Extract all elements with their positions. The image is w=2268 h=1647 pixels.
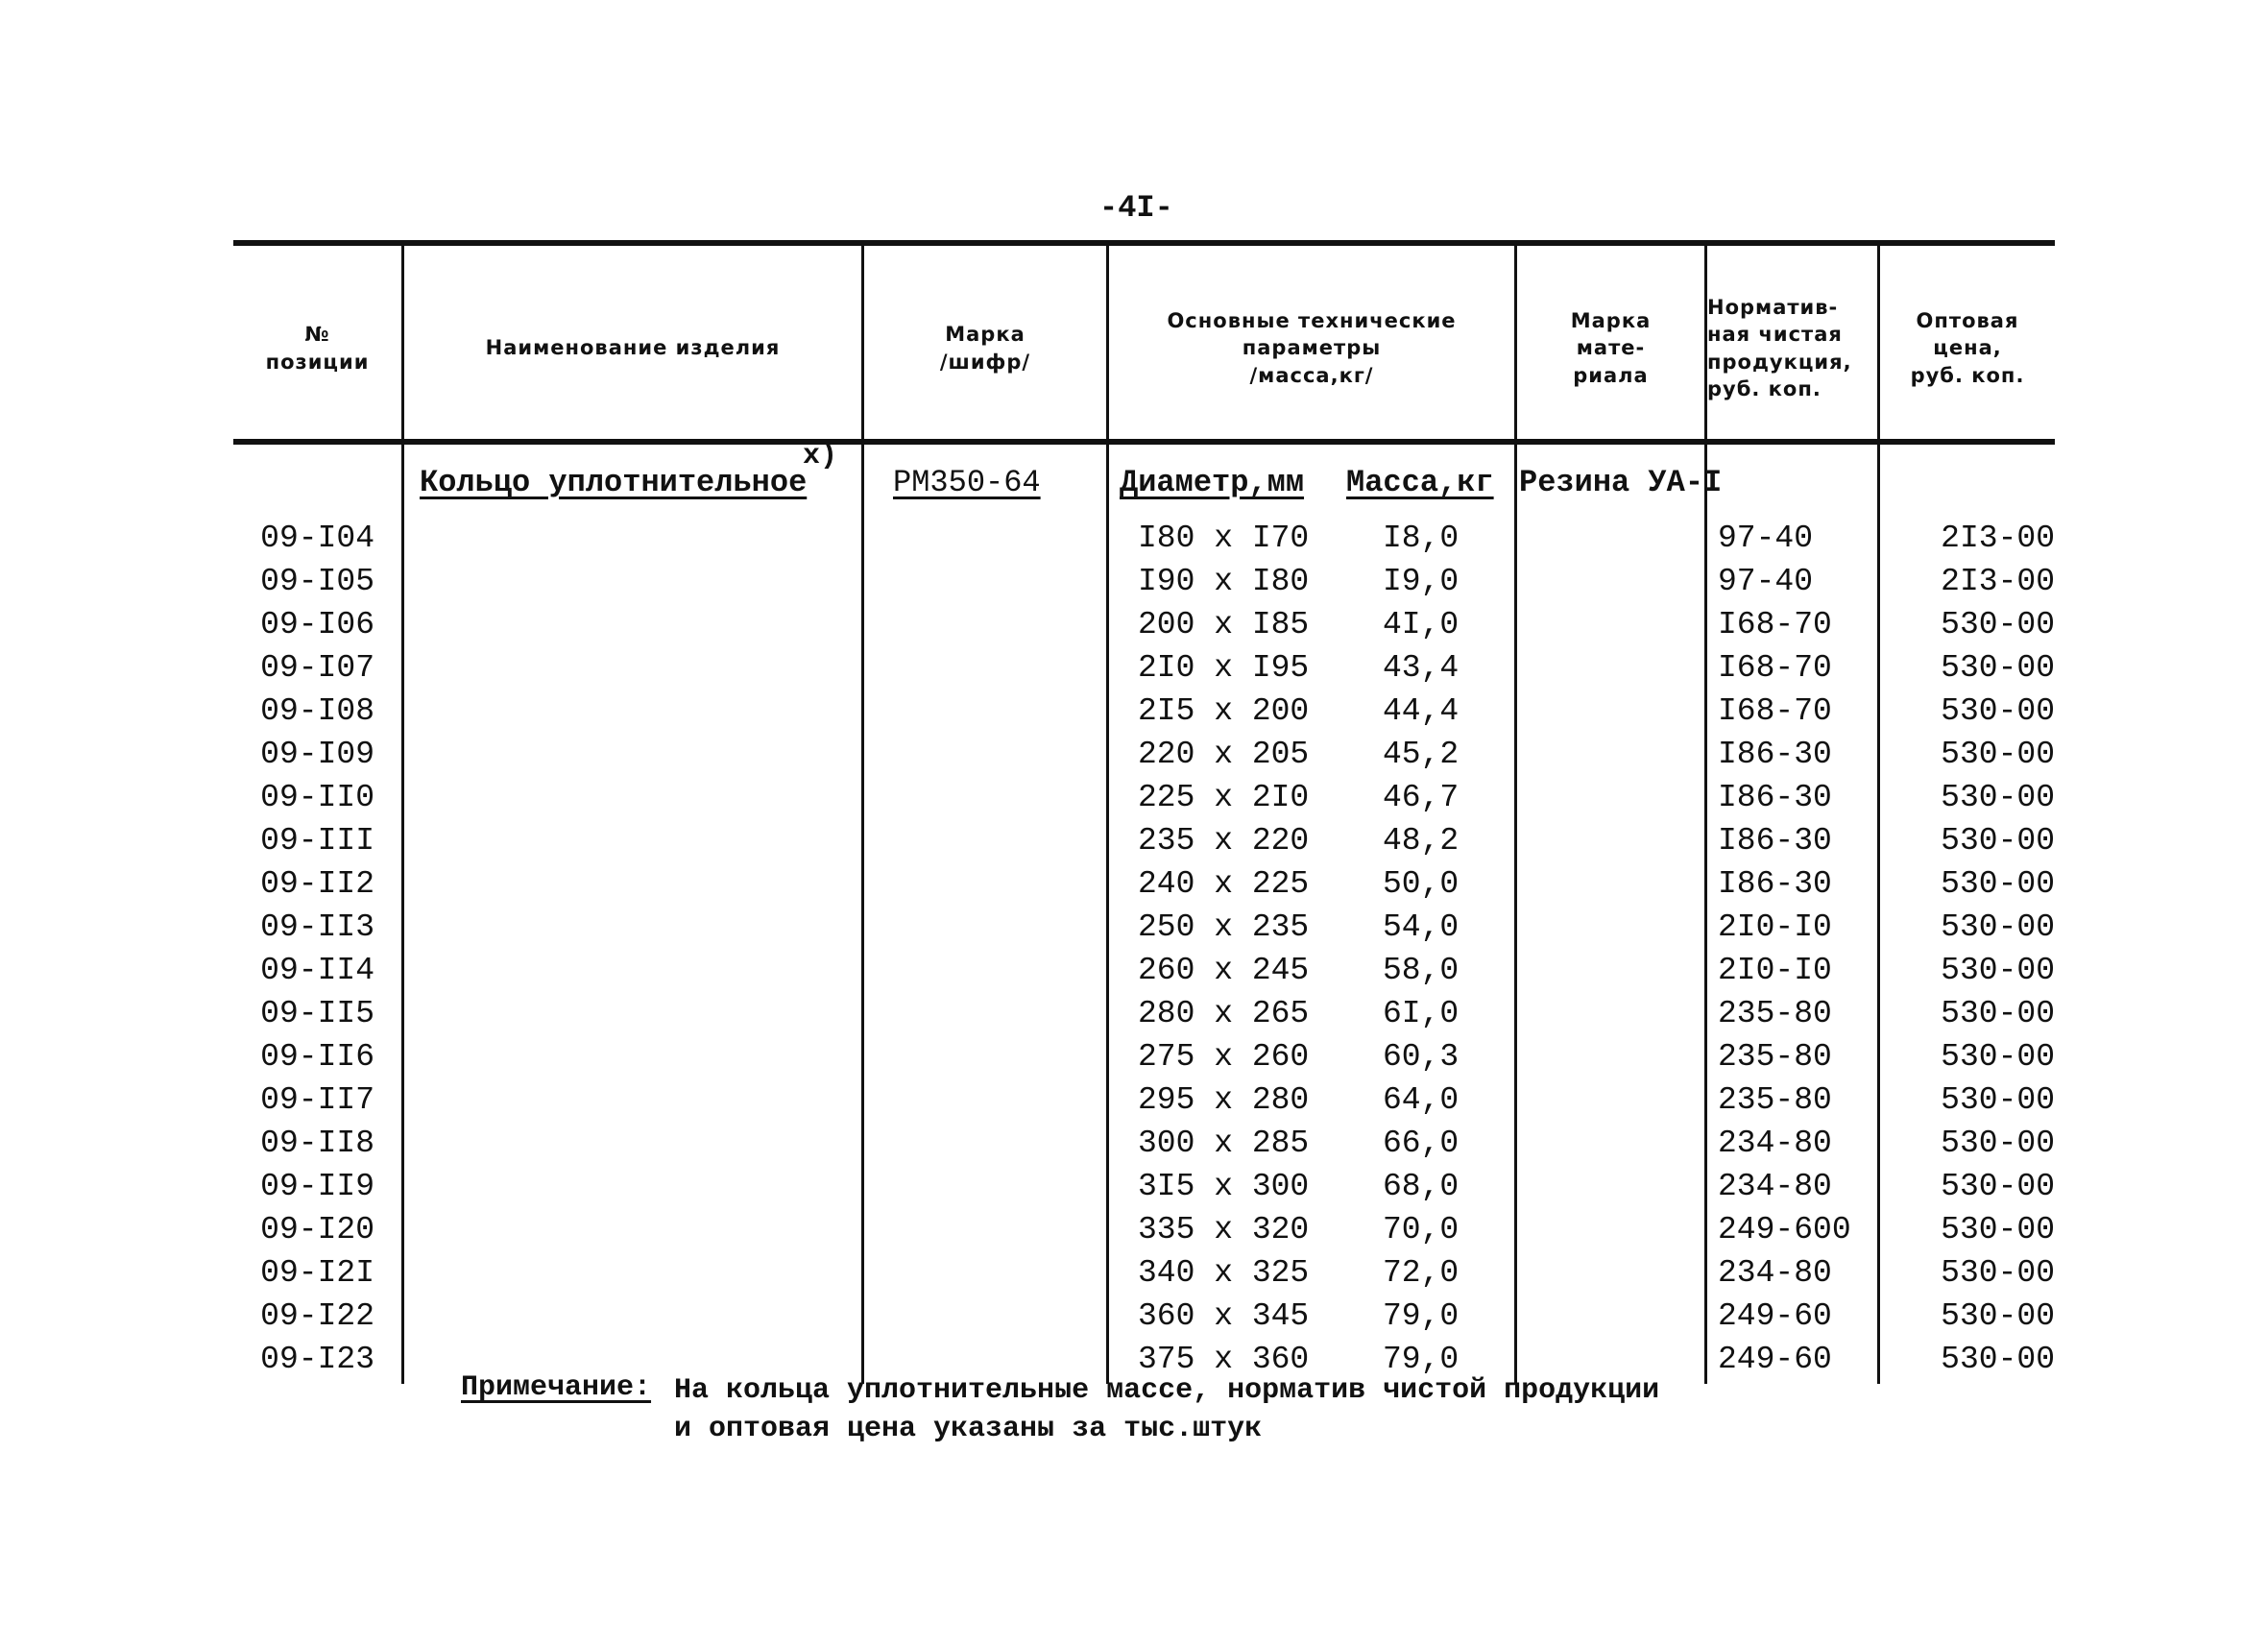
price-cell: 530-00 xyxy=(1941,823,2055,859)
norm-cell: 234-80 xyxy=(1718,1169,1832,1204)
table-body xyxy=(0,517,2268,1381)
header-norm: Норматив- ная чистая продукция, руб. коп. xyxy=(1707,295,1852,400)
table-row xyxy=(0,949,2268,992)
table-row xyxy=(0,603,2268,646)
norm-cell: I68-70 xyxy=(1718,650,1832,686)
position-cell: 09-I08 xyxy=(260,693,374,729)
diameter-cell: 250 x 235 xyxy=(1138,909,1310,945)
header-product-name: Наименование изделия xyxy=(485,336,781,360)
mass-cell: 79,0 xyxy=(1383,1298,1460,1334)
mass-cell: 68,0 xyxy=(1383,1169,1460,1204)
norm-cell: 235-80 xyxy=(1718,1039,1832,1075)
mass-cell: 43,4 xyxy=(1383,650,1460,686)
header-code: Марка /шифр/ xyxy=(939,323,1031,374)
diameter-cell: 220 x 205 xyxy=(1138,737,1310,772)
mass-cell: 44,4 xyxy=(1383,693,1460,729)
table-row xyxy=(0,906,2268,949)
page-number: -4I- xyxy=(1099,190,1173,226)
price-cell: 530-00 xyxy=(1941,1342,2055,1377)
diameter-cell: 2I5 x 200 xyxy=(1138,693,1310,729)
position-cell: 09-II3 xyxy=(260,909,374,945)
table-row xyxy=(0,1295,2268,1338)
mass-cell: 60,3 xyxy=(1383,1039,1460,1075)
diameter-cell: I90 x I80 xyxy=(1138,564,1310,599)
diameter-cell: 200 x I85 xyxy=(1138,607,1310,642)
header-position: № позиции xyxy=(265,323,370,374)
position-cell: 09-II4 xyxy=(260,953,374,988)
price-cell: 530-00 xyxy=(1941,1082,2055,1118)
table-row xyxy=(0,690,2268,733)
note-line-1: На кольца уплотнительные массе, норматив чистой продукции xyxy=(674,1374,1660,1407)
price-cell: 530-00 xyxy=(1941,607,2055,642)
norm-cell: 97-40 xyxy=(1718,521,1814,556)
norm-cell: 235-80 xyxy=(1718,996,1832,1031)
price-cell: 530-00 xyxy=(1941,1039,2055,1075)
price-cell: 530-00 xyxy=(1941,953,2055,988)
norm-cell: I86-30 xyxy=(1718,780,1832,815)
table-row xyxy=(0,1165,2268,1208)
product-name: Кольцо уплотнительное xyxy=(420,465,808,500)
diameter-cell: 2I0 x I95 xyxy=(1138,650,1310,686)
mass-cell: I8,0 xyxy=(1383,521,1460,556)
price-cell: 530-00 xyxy=(1941,737,2055,772)
position-cell: 09-III xyxy=(260,823,374,859)
mass-cell: 58,0 xyxy=(1383,953,1460,988)
table-top-rule xyxy=(233,240,2055,246)
table-row xyxy=(0,992,2268,1035)
mass-cell: 64,0 xyxy=(1383,1082,1460,1118)
mass-cell: 72,0 xyxy=(1383,1255,1460,1291)
norm-cell: 249-600 xyxy=(1718,1212,1851,1247)
product-code: РМ350-64 xyxy=(893,465,1041,500)
price-cell: 530-00 xyxy=(1941,1212,2055,1247)
table-row xyxy=(0,819,2268,862)
price-cell: 2I3-00 xyxy=(1941,564,2055,599)
param-header-diameter: Диаметр,мм xyxy=(1120,465,1305,500)
diameter-cell: I80 x I70 xyxy=(1138,521,1310,556)
param-header-mass: Масса,кг xyxy=(1346,465,1494,500)
mass-cell: 46,7 xyxy=(1383,780,1460,815)
position-cell: 09-I05 xyxy=(260,564,374,599)
position-cell: 09-I2I xyxy=(260,1255,374,1291)
header-material: Марка мате- риала xyxy=(1570,308,1652,387)
norm-cell: I86-30 xyxy=(1718,737,1832,772)
mass-cell: I9,0 xyxy=(1383,564,1460,599)
price-cell: 530-00 xyxy=(1941,780,2055,815)
mass-cell: 79,0 xyxy=(1383,1342,1460,1377)
norm-cell: 2I0-I0 xyxy=(1718,953,1832,988)
diameter-cell: 335 x 320 xyxy=(1138,1212,1310,1247)
table-row xyxy=(0,776,2268,819)
table-row xyxy=(0,1122,2268,1165)
diameter-cell: 3I5 x 300 xyxy=(1138,1169,1310,1204)
price-cell: 530-00 xyxy=(1941,693,2055,729)
position-cell: 09-I20 xyxy=(260,1212,374,1247)
norm-cell: 235-80 xyxy=(1718,1082,1832,1118)
price-cell: 530-00 xyxy=(1941,996,2055,1031)
norm-cell: I68-70 xyxy=(1718,607,1832,642)
mass-cell: 54,0 xyxy=(1383,909,1460,945)
table-row xyxy=(0,733,2268,776)
mass-cell: 4I,0 xyxy=(1383,607,1460,642)
norm-cell: 2I0-I0 xyxy=(1718,909,1832,945)
position-cell: 09-I04 xyxy=(260,521,374,556)
position-cell: 09-I22 xyxy=(260,1298,374,1334)
mass-cell: 48,2 xyxy=(1383,823,1460,859)
position-cell: 09-II7 xyxy=(260,1082,374,1118)
diameter-cell: 235 x 220 xyxy=(1138,823,1310,859)
table-header-rule xyxy=(233,439,2055,445)
price-cell: 530-00 xyxy=(1941,866,2055,902)
diameter-cell: 225 x 2I0 xyxy=(1138,780,1310,815)
position-cell: 09-I09 xyxy=(260,737,374,772)
price-cell: 530-00 xyxy=(1941,650,2055,686)
diameter-cell: 275 x 260 xyxy=(1138,1039,1310,1075)
table-row xyxy=(0,1078,2268,1122)
diameter-cell: 340 x 325 xyxy=(1138,1255,1310,1291)
norm-cell: I86-30 xyxy=(1718,866,1832,902)
mass-cell: 70,0 xyxy=(1383,1212,1460,1247)
norm-cell: I86-30 xyxy=(1718,823,1832,859)
norm-cell: 234-80 xyxy=(1718,1255,1832,1291)
diameter-cell: 240 x 225 xyxy=(1138,866,1310,902)
table-row xyxy=(0,862,2268,906)
norm-cell: 249-60 xyxy=(1718,1342,1832,1377)
diameter-cell: 375 x 360 xyxy=(1138,1342,1310,1377)
footnote-mark: x) xyxy=(803,440,838,472)
price-cell: 2I3-00 xyxy=(1941,521,2055,556)
position-cell: 09-II6 xyxy=(260,1039,374,1075)
note-line-2: и оптовая цена указаны за тыс.штук xyxy=(674,1413,1263,1445)
note-text xyxy=(674,1371,1659,1448)
table-row xyxy=(0,1208,2268,1251)
table-row xyxy=(0,646,2268,690)
header-parameters: Основные технические параметры /масса,кг/ xyxy=(1167,308,1457,387)
price-cell: 530-00 xyxy=(1941,1126,2055,1161)
position-cell: 09-II0 xyxy=(260,780,374,815)
price-cell: 530-00 xyxy=(1941,1169,2055,1204)
price-cell: 530-00 xyxy=(1941,909,2055,945)
diameter-cell: 360 x 345 xyxy=(1138,1298,1310,1334)
position-cell: 09-II5 xyxy=(260,996,374,1031)
norm-cell: I68-70 xyxy=(1718,693,1832,729)
material: Резина УА-I xyxy=(1519,465,1723,500)
mass-cell: 6I,0 xyxy=(1383,996,1460,1031)
position-cell: 09-II2 xyxy=(260,866,374,902)
position-cell: 09-II9 xyxy=(260,1169,374,1204)
norm-cell: 249-60 xyxy=(1718,1298,1832,1334)
diameter-cell: 260 x 245 xyxy=(1138,953,1310,988)
diameter-cell: 295 x 280 xyxy=(1138,1082,1310,1118)
price-cell: 530-00 xyxy=(1941,1298,2055,1334)
position-cell: 09-II8 xyxy=(260,1126,374,1161)
norm-cell: 97-40 xyxy=(1718,564,1814,599)
table-row xyxy=(0,1035,2268,1078)
table-row xyxy=(0,560,2268,603)
header-price: Оптовая цена, руб. коп. xyxy=(1910,308,2025,387)
diameter-cell: 280 x 265 xyxy=(1138,996,1310,1031)
norm-cell: 234-80 xyxy=(1718,1126,1832,1161)
table-row xyxy=(0,517,2268,560)
position-cell: 09-I06 xyxy=(260,607,374,642)
diameter-cell: 300 x 285 xyxy=(1138,1126,1310,1161)
position-cell: 09-I23 xyxy=(260,1342,374,1377)
table-row xyxy=(0,1251,2268,1295)
position-cell: 09-I07 xyxy=(260,650,374,686)
mass-cell: 66,0 xyxy=(1383,1126,1460,1161)
note-label: Примечание: xyxy=(461,1371,652,1404)
mass-cell: 45,2 xyxy=(1383,737,1460,772)
mass-cell: 50,0 xyxy=(1383,866,1460,902)
price-cell: 530-00 xyxy=(1941,1255,2055,1291)
